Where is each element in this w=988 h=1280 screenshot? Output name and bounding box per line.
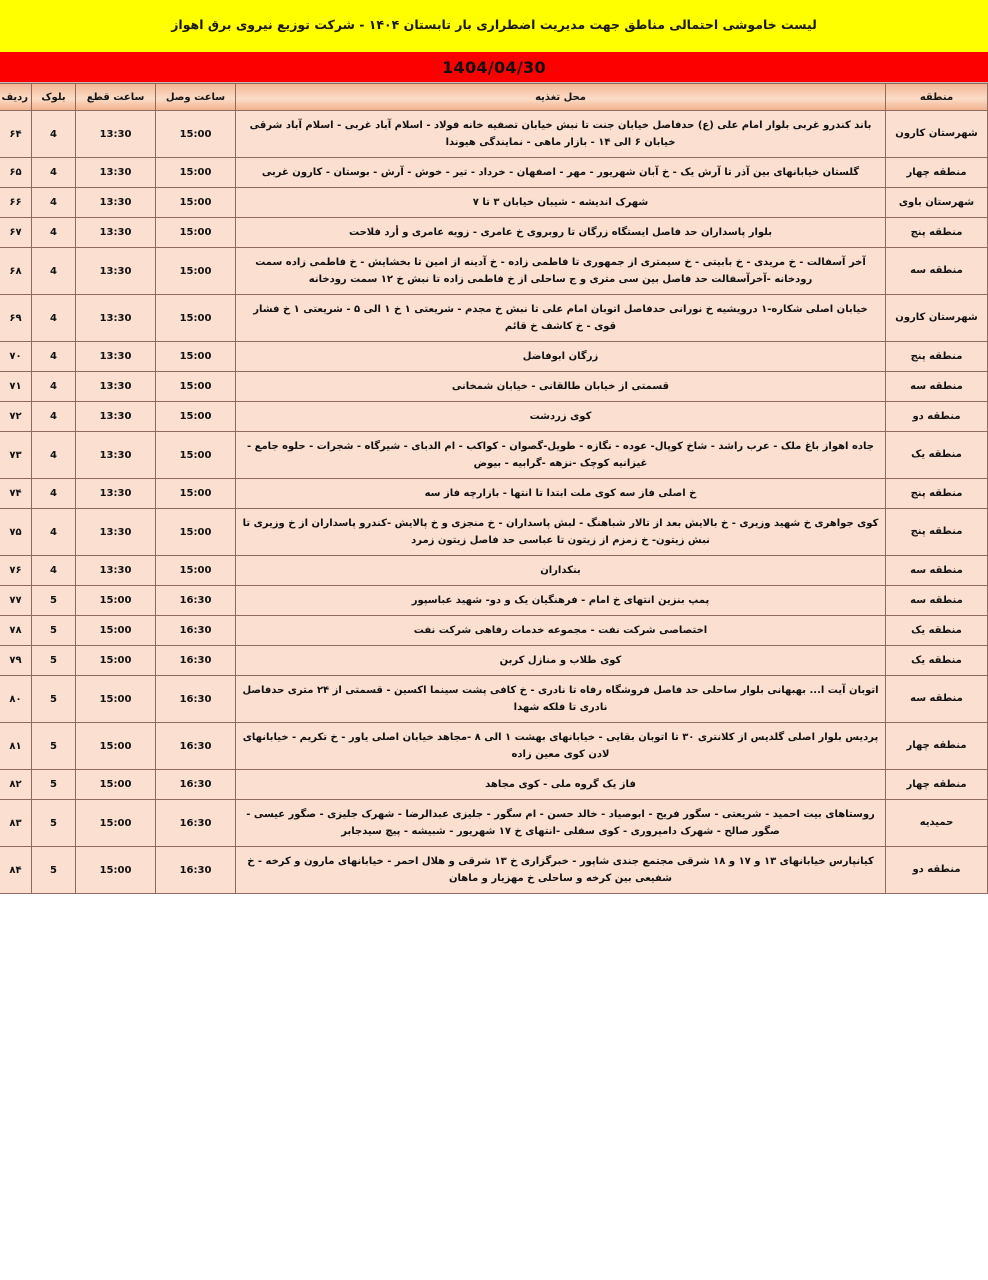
table-row: [0, 158, 988, 188]
cell-region: منطقه چهار: [886, 770, 988, 800]
cell-block: 5: [32, 847, 76, 894]
cell-region: منطقه پنج: [886, 509, 988, 556]
cell-region: منطقه چهار: [886, 158, 988, 188]
cell-row-number: ۷۶: [0, 556, 32, 586]
cell-feed-location: پمپ بنزین انتهای خ امام - فرهنگیان یک و دو- شهید عباسپور: [236, 586, 886, 616]
table-row: [0, 723, 988, 770]
column-header-region: منطقه: [886, 84, 988, 111]
page-title: لیست خاموشی احتمالی مناطق جهت مدیریت اضطراری بار تابستان ۱۴۰۴ - شرکت توزیع نیروی برق اهواز: [171, 17, 817, 33]
cell-region: منطقه پنج: [886, 342, 988, 372]
cell-row-number: ۶۷: [0, 218, 32, 248]
cell-time-off: 13:30: [76, 248, 156, 295]
cell-row-number: ۷۲: [0, 402, 32, 432]
table-row: [0, 586, 988, 616]
cell-row-number: ۷۰: [0, 342, 32, 372]
cell-row-number: ۶۵: [0, 158, 32, 188]
cell-region: منطقه یک: [886, 432, 988, 479]
table-row: [0, 616, 988, 646]
cell-time-on: 15:00: [156, 372, 236, 402]
cell-feed-location: بنکداران: [236, 556, 886, 586]
cell-feed-location: باند کندرو غربی بلوار امام علی (ع) حدفاصل خیابان جنت تا نبش خیابان تصفیه خانه فولاد - اسلام آباد غربی - اسلام آباد شرقی خیابان ۶ الی ۱۴ - بازار ماهی - نمایندگی هیوندا: [236, 111, 886, 158]
table-row: [0, 342, 988, 372]
sheet-bottom-padding: [0, 894, 988, 898]
cell-time-off: 13:30: [76, 556, 156, 586]
cell-block: 4: [32, 188, 76, 218]
column-header-time-on: ساعت وصل: [156, 84, 236, 111]
cell-block: 4: [32, 402, 76, 432]
cell-time-off: 15:00: [76, 676, 156, 723]
cell-region: شهرستان باوی: [886, 188, 988, 218]
cell-feed-location: زرگان ابوفاضل: [236, 342, 886, 372]
cell-time-off: 13:30: [76, 158, 156, 188]
cell-time-on: 15:00: [156, 342, 236, 372]
table-row: [0, 479, 988, 509]
table-row: [0, 188, 988, 218]
column-header-feed-location: محل تغذیه: [236, 84, 886, 111]
cell-row-number: ۷۸: [0, 616, 32, 646]
cell-row-number: ۸۲: [0, 770, 32, 800]
table-row: [0, 800, 988, 847]
cell-row-number: ۸۱: [0, 723, 32, 770]
cell-time-off: 15:00: [76, 847, 156, 894]
table-header-row: [0, 84, 988, 111]
cell-time-on: 16:30: [156, 586, 236, 616]
table-row: [0, 770, 988, 800]
cell-time-on: 15:00: [156, 158, 236, 188]
cell-region: منطقه پنج: [886, 218, 988, 248]
cell-time-off: 13:30: [76, 342, 156, 372]
column-header-time-off: ساعت قطع: [76, 84, 156, 111]
cell-row-number: ۸۴: [0, 847, 32, 894]
cell-region: منطقه سه: [886, 556, 988, 586]
cell-block: 4: [32, 248, 76, 295]
cell-feed-location: قسمتی از خیابان طالقانی - خیابان شمخانی: [236, 372, 886, 402]
cell-region: منطقه دو: [886, 847, 988, 894]
cell-time-on: 15:00: [156, 248, 236, 295]
cell-feed-location: روستاهای بیت احمید - شریعتی - سگور فریح - ابوصیاد - خالد حسن - ام سگور - جلیزی عبدالرضا - شهرک جلیزی - صگور عیسی - صگور صالح - شهرک دامپروری - کوی سفلی -انتهای خ ۱۷ شهریور - شبیشه - پیچ سیدجابر: [236, 800, 886, 847]
cell-time-on: 16:30: [156, 646, 236, 676]
cell-feed-location: کیانپارس خیابانهای ۱۳ و ۱۷ و ۱۸ شرقی مجتمع جندی شاپور - خبرگزاری خ ۱۳ شرقی و هلال احمر - خیابانهای مارون و کرخه - خ شفیعی بین کرخه و ساحلی خ مهزیار و ماهان: [236, 847, 886, 894]
cell-block: 5: [32, 616, 76, 646]
cell-feed-location: گلستان خیابانهای بین آذر تا آرش یک - خ آبان شهریور - مهر - اصفهان - خرداد - تیر - خوش - آرش - بوستان - کارون غربی: [236, 158, 886, 188]
cell-row-number: ۶۹: [0, 295, 32, 342]
table-row: [0, 847, 988, 894]
cell-feed-location: اختصاصی شرکت نفت - مجموعه خدمات رفاهی شرکت نفت: [236, 616, 886, 646]
table-row: [0, 111, 988, 158]
table-row: [0, 646, 988, 676]
cell-block: 4: [32, 295, 76, 342]
column-header-row-number: ردیف: [0, 84, 32, 111]
cell-time-off: 15:00: [76, 646, 156, 676]
cell-block: 5: [32, 723, 76, 770]
cell-feed-location: فاز یک گروه ملی - کوی مجاهد: [236, 770, 886, 800]
cell-row-number: ۶۸: [0, 248, 32, 295]
cell-time-on: 15:00: [156, 402, 236, 432]
cell-region: منطقه دو: [886, 402, 988, 432]
document-title-bar: [0, 0, 988, 52]
cell-row-number: ۶۶: [0, 188, 32, 218]
table-row: [0, 295, 988, 342]
cell-feed-location: جاده اهواز باغ ملک - عرب راشد - شاخ کوپال- عوده - نگازه - طویل-گصوان - کواکب - ام الدبای - شیرگاه - شجرات - حلوه جامع - غیزانیه کوچک -نزهه -گرابیه - بیوض: [236, 432, 886, 479]
cell-time-off: 13:30: [76, 402, 156, 432]
cell-region: منطقه سه: [886, 586, 988, 616]
table-row: [0, 402, 988, 432]
table-row: [0, 509, 988, 556]
cell-region: منطقه چهار: [886, 723, 988, 770]
cell-time-on: 15:00: [156, 188, 236, 218]
cell-row-number: ۷۹: [0, 646, 32, 676]
cell-block: 4: [32, 432, 76, 479]
table-row: [0, 556, 988, 586]
cell-time-on: 15:00: [156, 479, 236, 509]
cell-block: 4: [32, 556, 76, 586]
cell-row-number: ۷۱: [0, 372, 32, 402]
cell-time-off: 15:00: [76, 723, 156, 770]
cell-time-off: 13:30: [76, 111, 156, 158]
cell-row-number: ۶۴: [0, 111, 32, 158]
cell-region: منطقه سه: [886, 372, 988, 402]
cell-feed-location: کوی زردشت: [236, 402, 886, 432]
cell-time-off: 13:30: [76, 188, 156, 218]
cell-block: 4: [32, 111, 76, 158]
cell-time-off: 15:00: [76, 800, 156, 847]
cell-time-on: 15:00: [156, 509, 236, 556]
cell-time-on: 16:30: [156, 800, 236, 847]
cell-time-on: 16:30: [156, 616, 236, 646]
cell-region: منطقه سه: [886, 676, 988, 723]
cell-block: 5: [32, 800, 76, 847]
cell-time-on: 16:30: [156, 723, 236, 770]
cell-feed-location: خیابان اصلی شکاره-۱ درویشیه خ نورانی حدفاصل اتوبان امام علی تا نبش خ مجدم - شریعتی ۱ خ ۱ الی ۵ - شریعتی ۱ خ فشار قوی - خ کاشف خ قائم: [236, 295, 886, 342]
cell-time-on: 16:30: [156, 847, 236, 894]
cell-block: 4: [32, 218, 76, 248]
cell-time-off: 15:00: [76, 770, 156, 800]
cell-region: حمیدیه: [886, 800, 988, 847]
cell-time-off: 13:30: [76, 479, 156, 509]
outage-table: [0, 83, 988, 894]
cell-feed-location: اتوبان آیت ا... بهبهانی بلوار ساحلی حد فاصل فروشگاه رفاه تا نادری - خ کافی پشت سینما اکسین - قسمتی از ۲۴ متری حدفاصل نادری تا فلکه شهدا: [236, 676, 886, 723]
cell-block: 4: [32, 342, 76, 372]
cell-time-on: 15:00: [156, 432, 236, 479]
cell-block: 5: [32, 676, 76, 723]
cell-feed-location: آخر آسفالت - خ مریدی - خ بابیتی - خ سیمتری از جمهوری تا فاطمی زاده - خ آدینه از امین تا بخشایش - خ فاطمی زاده سمت رودخانه -آخرآسفالت حد فاصل بین سی متری و ج ساحلی از خ فاطمی زاده تا نبش خ ۱۲ سمت رودخانه: [236, 248, 886, 295]
cell-time-on: 15:00: [156, 218, 236, 248]
cell-feed-location: بلوار پاسداران حد فاصل ایستگاه زرگان تا روبروی خ عامری - زویه عامری و أرد فلاحت: [236, 218, 886, 248]
column-header-block: بلوک: [32, 84, 76, 111]
cell-time-off: 13:30: [76, 509, 156, 556]
table-header: [0, 84, 988, 111]
cell-block: 4: [32, 509, 76, 556]
cell-row-number: ۷۳: [0, 432, 32, 479]
cell-block: 5: [32, 770, 76, 800]
cell-time-off: 15:00: [76, 616, 156, 646]
cell-row-number: ۷۵: [0, 509, 32, 556]
table-row: [0, 218, 988, 248]
cell-time-on: 15:00: [156, 556, 236, 586]
cell-time-off: 13:30: [76, 372, 156, 402]
cell-region: شهرستان کارون: [886, 295, 988, 342]
cell-time-off: 13:30: [76, 432, 156, 479]
cell-time-on: 15:00: [156, 111, 236, 158]
cell-time-on: 16:30: [156, 676, 236, 723]
cell-feed-location: کوی جواهری خ شهید وزیری - خ بالایش بعد از تالار شباهنگ - لبش پاسداران - خ منجزی و خ پالایش -کندرو پاسداران از خ وزیری تا نبش زیتون- خ زمزم از زیتون تا عباسی حد فاصل زیتون زمرد: [236, 509, 886, 556]
table-row: [0, 372, 988, 402]
cell-block: 4: [32, 158, 76, 188]
cell-region: منطقه یک: [886, 646, 988, 676]
cell-row-number: ۸۳: [0, 800, 32, 847]
cell-region: منطقه پنج: [886, 479, 988, 509]
cell-block: 5: [32, 646, 76, 676]
cell-row-number: ۸۰: [0, 676, 32, 723]
cell-time-off: 13:30: [76, 218, 156, 248]
table-row: [0, 248, 988, 295]
cell-row-number: ۷۷: [0, 586, 32, 616]
cell-region: شهرستان کارون: [886, 111, 988, 158]
table-body: [0, 111, 988, 894]
cell-time-off: 15:00: [76, 586, 156, 616]
cell-time-on: 15:00: [156, 295, 236, 342]
cell-feed-location: پردیس بلوار اصلی گلدیس از کلانتری ۳۰ تا اتوبان بقایی - خیابانهای بهشت ۱ الی ۸ -مجاهد خیابان اصلی یاور - خ تکریم - خیابانهای لادن کوی معین زاده: [236, 723, 886, 770]
document-date-bar: [0, 52, 988, 83]
cell-time-off: 13:30: [76, 295, 156, 342]
cell-block: 4: [32, 479, 76, 509]
cell-time-on: 16:30: [156, 770, 236, 800]
cell-feed-location: شهرک اندیشه - شیبان خیابان ۳ تا ۷: [236, 188, 886, 218]
cell-block: 5: [32, 586, 76, 616]
schedule-date: 1404/04/30: [442, 57, 546, 77]
cell-row-number: ۷۴: [0, 479, 32, 509]
cell-block: 4: [32, 372, 76, 402]
cell-feed-location: خ اصلی فاز سه کوی ملت ابتدا تا انتها - بازارچه فاز سه: [236, 479, 886, 509]
cell-region: منطقه یک: [886, 616, 988, 646]
cell-feed-location: کوی طلاب و منازل کربن: [236, 646, 886, 676]
table-row: [0, 676, 988, 723]
table-row: [0, 432, 988, 479]
cell-region: منطقه سه: [886, 248, 988, 295]
